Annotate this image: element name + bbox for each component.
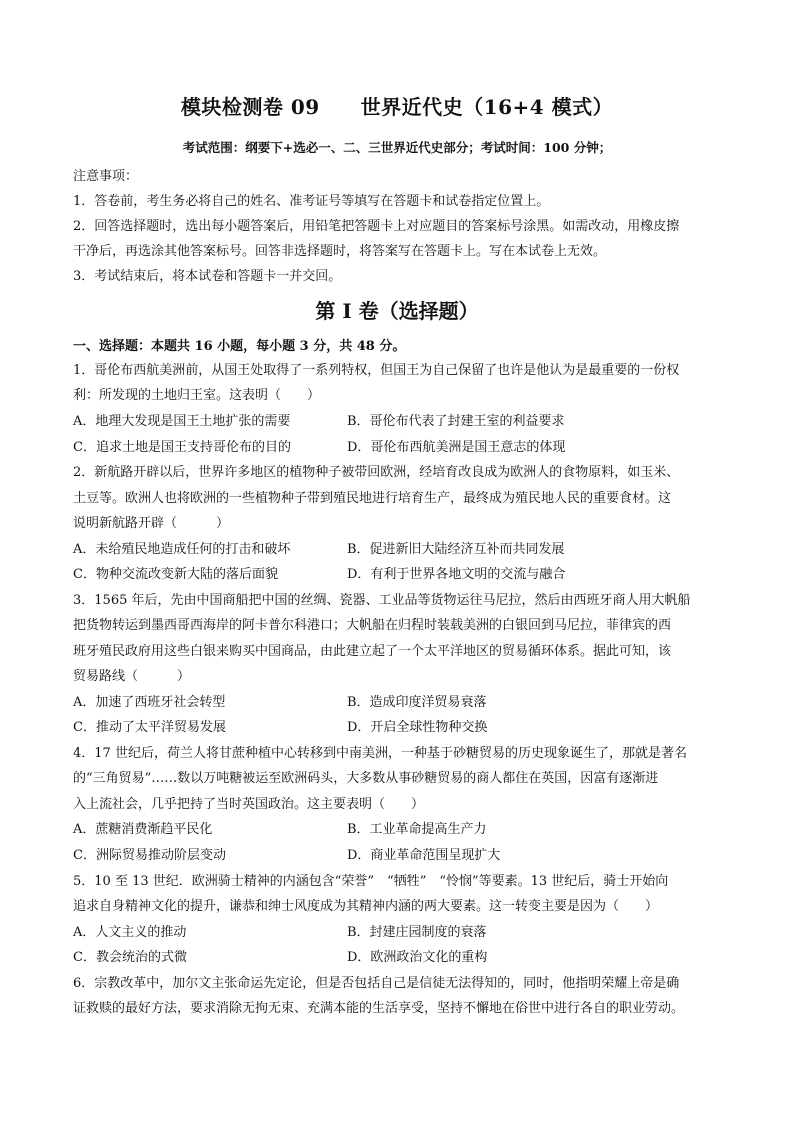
notice-item: 2．回答选择题时，选出每小题答案后，用铅笔把答题卡上对应题目的答案标号涂黑。如需改动，用橡皮擦: [73, 219, 680, 234]
question-1-option-a: A．地理大发现是国王土地扩张的需要: [73, 414, 291, 429]
question-5-line: 5．10 至 13 世纪．欧洲骑士精神的内涵包含“荣誉” “牺牲” “怜悯”等要素。13 世纪后，骑士开始向: [73, 874, 669, 889]
question-2-option-c: C．物种交流改变新大陆的落后面貌: [73, 567, 278, 582]
question-2-option-d: D．有利于世界各地文明的交流与融合: [347, 567, 566, 582]
question-3-line: 贸易路线（ ）: [73, 669, 191, 684]
question-6-line: 6．宗教改革中，加尔文主张命运先定论，但是否包括自己是信徒无法得知的，同时，他指明荣耀上帝是确: [73, 976, 680, 991]
question-2-option-a: A．未给殖民地造成任何的打击和破坏: [73, 542, 291, 557]
question-3-option-a: A．加速了西班牙社会转型: [73, 695, 226, 710]
question-4-line: 4．17 世纪后，荷兰人将甘蔗种植中心转移到中南美洲，一种基于砂糖贸易的历史现象诞生了，那就是著名: [73, 746, 687, 761]
question-4-line: 入上流社会，几乎把持了当时英国政治。这主要表明（ ）: [73, 797, 425, 812]
part-heading: 一、选择题：本题共 16 小题，每小题 3 分，共 48 分。: [73, 339, 406, 354]
exam-scope: 考试范围：纲要下+选必一、二、三世界近代史部分；考试时间：100 分钟；: [182, 140, 612, 155]
question-3-option-d: D．开启全球性物种交换: [347, 720, 488, 735]
question-3-line: 班牙殖民政府用这些白银来购买中国商品，由此建立起了一个太平洋地区的贸易循环体系。据此可知，该: [73, 644, 672, 659]
question-6-line: 证救赎的最好方法，要求消除无拘无束、充满本能的生活享受，坚持不懈地在俗世中进行各自的职业劳动。: [73, 1001, 685, 1016]
question-1-line: 利：所发现的土地归王室。这表明（ ）: [73, 388, 321, 403]
question-2-line: 土豆等。欧洲人也将欧洲的一些植物种子带到殖民地进行培育生产，最终成为殖民地人民的重要食材。这: [73, 491, 672, 506]
question-3-line: 把货物转运到墨西哥西海岸的阿卡普尔科港口；大帆船在归程时装载美洲的白银回到马尼拉，菲律宾的西: [73, 618, 672, 633]
question-3-line: 3．1565 年后，先由中国商船把中国的丝绸、瓷器、工业品等货物运往马尼拉，然后由西班牙商人用大帆船: [73, 593, 691, 608]
question-1-option-c: C．追求土地是国王支持哥伦布的目的: [73, 440, 291, 455]
question-3-option-c: C．推动了太平洋贸易发展: [73, 720, 226, 735]
page-title: 模块检测卷 09 世界近代史（16+4 模式）: [180, 95, 614, 119]
question-2-option-b: B．促进新旧大陆经济互补而共同发展: [347, 542, 565, 557]
question-2-line: 2．新航路开辟以后，世界许多地区的植物种子被带回欧洲，经培育改良成为欧洲人的食物原料，如玉米、: [73, 465, 680, 480]
question-4-option-d: D．商业革命范围呈现扩大: [347, 848, 501, 863]
question-4-line: 的“三角贸易”……数以万吨糖被运至欧洲码头，大多数从事砂糖贸易的商人都住在英国，因富有逐渐进: [73, 771, 659, 786]
question-1-line: 1．哥伦布西航美洲前，从国王处取得了一系列特权，但国王为自己保留了也许是他认为是最重要的一份权: [73, 363, 680, 378]
section-title: 第 I 卷（选择题）: [315, 299, 479, 323]
question-5-option-a: A．人文主义的推动: [73, 925, 187, 940]
question-1-option-b: B．哥伦布代表了封建王室的利益要求: [347, 414, 565, 429]
question-1-option-d: D．哥伦布西航美洲是国王意志的体现: [347, 440, 566, 455]
question-5-option-d: D．欧洲政治文化的重构: [347, 950, 488, 965]
notice-heading: 注意事项：: [73, 169, 139, 184]
question-4-option-a: A．蔗糖消费渐趋平民化: [73, 822, 213, 837]
notice-item: 干净后，再选涂其他答案标号。回答非选择题时，将答案写在答题卡上。写在本试卷上无效。: [73, 244, 607, 259]
question-5-line: 追求自身精神文化的提升，谦恭和绅士风度成为其精神内涵的两大要素。这一转变主要是因为（ ）: [73, 899, 659, 914]
question-5-option-c: C．教会统治的式微: [73, 950, 187, 965]
question-4-option-c: C．洲际贸易推动阶层变动: [73, 848, 226, 863]
question-3-option-b: B．造成印度洋贸易衰落: [347, 695, 487, 710]
question-4-option-b: B．工业革命提高生产力: [347, 822, 487, 837]
notice-item: 3．考试结束后，将本试卷和答题卡一并交回。: [73, 269, 342, 284]
question-5-option-b: B．封建庄园制度的衰落: [347, 925, 487, 940]
question-2-line: 说明新航路开辟（ ）: [73, 516, 230, 531]
notice-item: 1．答卷前，考生务必将自己的姓名、准考证号等填写在答题卡和试卷指定位置上。: [73, 194, 550, 209]
